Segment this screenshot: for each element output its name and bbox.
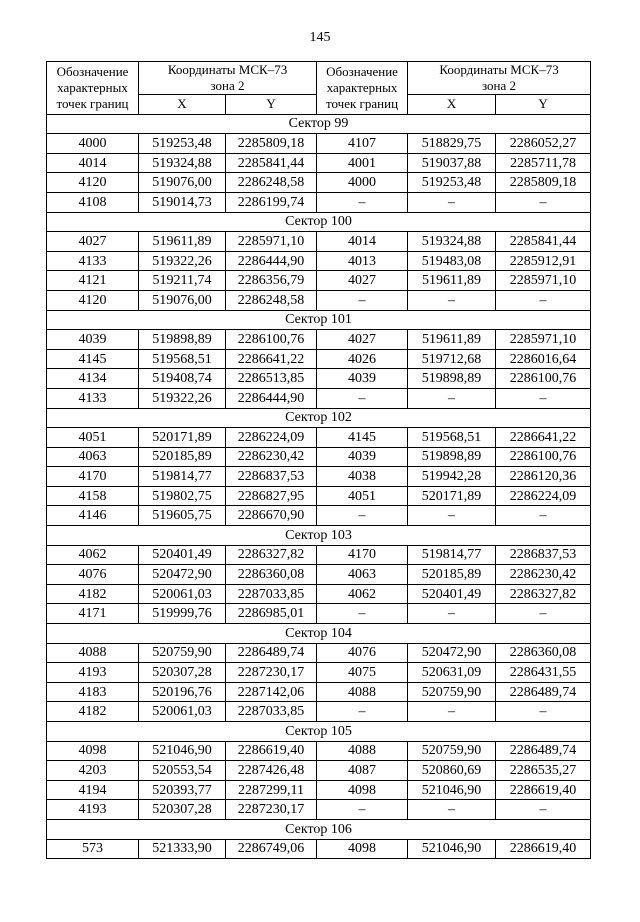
x-right-cell: 520631,09 [408, 663, 496, 683]
y-left-cell: 2286749,06 [226, 839, 317, 859]
x-left-cell: 521333,90 [139, 839, 226, 859]
point-left-cell: 4108 [47, 192, 139, 212]
point-right-cell: 4076 [317, 643, 408, 663]
point-left-cell: 4193 [47, 663, 139, 683]
y-left-cell: 2286199,74 [226, 192, 317, 212]
x-left-cell: 519898,89 [139, 330, 226, 350]
point-right-cell: 4107 [317, 134, 408, 154]
table-header [47, 62, 591, 115]
x-right-cell: 520860,69 [408, 761, 496, 781]
x-right-cell: 519568,51 [408, 428, 496, 448]
sector-row [47, 408, 591, 428]
point-left-cell: 4194 [47, 780, 139, 800]
point-left-cell: 4133 [47, 388, 139, 408]
y-left-cell: 2287299,11 [226, 780, 317, 800]
point-left-cell: 573 [47, 839, 139, 859]
x-left-cell: 519324,88 [139, 153, 226, 173]
sector-title: Сектор 103 [47, 526, 591, 546]
y-left-cell: 2286248,58 [226, 290, 317, 310]
table-row [47, 604, 591, 624]
x-left-cell: 519605,75 [139, 506, 226, 526]
table-row [47, 486, 591, 506]
point-right-cell: 4026 [317, 349, 408, 369]
point-left-cell: 4120 [47, 290, 139, 310]
x-left-cell: 519408,74 [139, 369, 226, 389]
table-row [47, 643, 591, 663]
y-left-cell: 2287142,06 [226, 682, 317, 702]
point-left-cell: 4182 [47, 702, 139, 722]
sector-title: Сектор 106 [47, 819, 591, 839]
point-left-cell: 4193 [47, 800, 139, 820]
page-number: 145 [309, 30, 331, 45]
point-left-cell: 4146 [47, 506, 139, 526]
point-right-cell: 4098 [317, 780, 408, 800]
y-left-cell: 2286619,40 [226, 741, 317, 761]
x-left-cell: 519322,26 [139, 251, 226, 271]
y-right-cell: – [496, 290, 591, 310]
y-right-cell: 2286100,76 [496, 369, 591, 389]
sector-title: Сектор 101 [47, 310, 591, 330]
y-left-cell: 2286513,85 [226, 369, 317, 389]
point-right-cell: 4088 [317, 741, 408, 761]
x-header-right: X [408, 95, 496, 115]
x-right-cell: 520171,89 [408, 486, 496, 506]
y-right-cell: 2286120,36 [496, 467, 591, 487]
y-header-left: Y [226, 95, 317, 115]
point-right-cell: – [317, 192, 408, 212]
sector-row [47, 114, 591, 134]
point-right-cell: 4051 [317, 486, 408, 506]
y-left-cell: 2286100,76 [226, 330, 317, 350]
y-left-cell: 2287426,48 [226, 761, 317, 781]
point-left-cell: 4203 [47, 761, 139, 781]
point-left-cell: 4133 [47, 251, 139, 271]
x-left-cell: 519076,00 [139, 173, 226, 193]
x-right-cell: – [408, 702, 496, 722]
y-left-cell: 2286444,90 [226, 251, 317, 271]
point-left-cell: 4051 [47, 428, 139, 448]
table-row [47, 173, 591, 193]
x-right-cell: 520185,89 [408, 565, 496, 585]
table-row [47, 702, 591, 722]
x-right-cell: 521046,90 [408, 780, 496, 800]
x-right-cell: 520401,49 [408, 584, 496, 604]
x-right-cell: 519712,68 [408, 349, 496, 369]
coords-header-right: Координаты МСК–73 зона 2 [408, 62, 591, 95]
point-right-cell: 4098 [317, 839, 408, 859]
x-right-cell: – [408, 290, 496, 310]
x-right-cell: – [408, 388, 496, 408]
y-left-cell: 2286356,79 [226, 271, 317, 291]
x-left-cell: 519814,77 [139, 467, 226, 487]
sector-row [47, 819, 591, 839]
x-left-cell: 520307,28 [139, 663, 226, 683]
y-left-cell: 2286985,01 [226, 604, 317, 624]
point-left-cell: 4158 [47, 486, 139, 506]
table-row [47, 349, 591, 369]
x-right-cell: 519483,08 [408, 251, 496, 271]
y-right-cell: 2286619,40 [496, 780, 591, 800]
y-right-cell: – [496, 192, 591, 212]
table-row [47, 447, 591, 467]
y-left-cell: 2286641,22 [226, 349, 317, 369]
sector-title: Сектор 102 [47, 408, 591, 428]
y-left-cell: 2287033,85 [226, 702, 317, 722]
x-left-cell: 520061,03 [139, 584, 226, 604]
y-right-cell: 2285971,10 [496, 271, 591, 291]
y-left-cell: 2285809,18 [226, 134, 317, 154]
x-left-cell: 520061,03 [139, 702, 226, 722]
sector-title: Сектор 105 [47, 722, 591, 742]
x-left-cell: 519076,00 [139, 290, 226, 310]
x-right-cell: 519814,77 [408, 545, 496, 565]
table-row [47, 780, 591, 800]
x-right-cell: 520472,90 [408, 643, 496, 663]
x-left-cell: 519802,75 [139, 486, 226, 506]
point-right-cell: – [317, 290, 408, 310]
y-left-cell: 2286327,82 [226, 545, 317, 565]
point-left-cell: 4183 [47, 682, 139, 702]
x-left-cell: 521046,90 [139, 741, 226, 761]
table-row [47, 506, 591, 526]
x-left-cell: 519253,48 [139, 134, 226, 154]
x-header-left: X [139, 95, 226, 115]
table-row [47, 290, 591, 310]
x-right-cell: 519898,89 [408, 447, 496, 467]
y-left-cell: 2285971,10 [226, 232, 317, 252]
x-left-cell: 519014,73 [139, 192, 226, 212]
point-right-cell: 4038 [317, 467, 408, 487]
y-left-cell: 2286837,53 [226, 467, 317, 487]
point-left-cell: 4063 [47, 447, 139, 467]
table-body [47, 114, 591, 859]
x-right-cell: 519037,88 [408, 153, 496, 173]
x-right-cell: 519942,28 [408, 467, 496, 487]
point-right-cell: – [317, 506, 408, 526]
y-right-cell: 2286431,55 [496, 663, 591, 683]
x-left-cell: 520401,49 [139, 545, 226, 565]
point-left-cell: 4039 [47, 330, 139, 350]
point-left-cell: 4170 [47, 467, 139, 487]
x-right-cell: 518829,75 [408, 134, 496, 154]
table-row [47, 369, 591, 389]
point-right-cell: 4027 [317, 330, 408, 350]
x-right-cell: 520759,90 [408, 682, 496, 702]
x-right-cell: 519898,89 [408, 369, 496, 389]
point-left-cell: 4145 [47, 349, 139, 369]
point-right-cell: 4170 [317, 545, 408, 565]
table-row [47, 134, 591, 154]
y-right-cell: – [496, 388, 591, 408]
table-row [47, 192, 591, 212]
point-right-cell: 4063 [317, 565, 408, 585]
y-right-cell: 2286535,27 [496, 761, 591, 781]
y-left-cell: 2286489,74 [226, 643, 317, 663]
x-left-cell: 520553,54 [139, 761, 226, 781]
table-row [47, 467, 591, 487]
point-right-cell: 4027 [317, 271, 408, 291]
point-left-cell: 4014 [47, 153, 139, 173]
point-right-cell: 4075 [317, 663, 408, 683]
point-right-cell: 4088 [317, 682, 408, 702]
designation-header-right: Обозначение характерных точек границ [317, 62, 408, 115]
y-right-cell: 2286230,42 [496, 565, 591, 585]
x-right-cell: – [408, 506, 496, 526]
x-left-cell: 519999,76 [139, 604, 226, 624]
table-row [47, 153, 591, 173]
point-left-cell: 4120 [47, 173, 139, 193]
point-right-cell: 4014 [317, 232, 408, 252]
table-row [47, 388, 591, 408]
y-left-cell: 2286224,09 [226, 428, 317, 448]
y-right-cell: 2286360,08 [496, 643, 591, 663]
y-right-cell: 2285711,78 [496, 153, 591, 173]
y-right-cell: 2286327,82 [496, 584, 591, 604]
table-row [47, 839, 591, 859]
point-right-cell: – [317, 604, 408, 624]
x-right-cell: 519324,88 [408, 232, 496, 252]
x-right-cell: 519611,89 [408, 330, 496, 350]
y-right-cell: 2285971,10 [496, 330, 591, 350]
y-right-cell: 2285841,44 [496, 232, 591, 252]
table-row [47, 741, 591, 761]
table-row [47, 232, 591, 252]
x-left-cell: 519322,26 [139, 388, 226, 408]
y-right-cell: 2286489,74 [496, 682, 591, 702]
point-left-cell: 4098 [47, 741, 139, 761]
y-right-cell: 2286016,64 [496, 349, 591, 369]
x-left-cell: 520759,90 [139, 643, 226, 663]
point-left-cell: 4027 [47, 232, 139, 252]
x-left-cell: 520472,90 [139, 565, 226, 585]
point-right-cell: 4062 [317, 584, 408, 604]
coords-header-left: Координаты МСК–73 зона 2 [139, 62, 317, 95]
point-right-cell: 4013 [317, 251, 408, 271]
y-right-cell: – [496, 604, 591, 624]
y-right-cell: 2286224,09 [496, 486, 591, 506]
table-row [47, 271, 591, 291]
designation-header-left: Обозначение характерных точек границ [47, 62, 139, 115]
x-right-cell: 520759,90 [408, 741, 496, 761]
x-left-cell: 520171,89 [139, 428, 226, 448]
sector-row [47, 212, 591, 232]
table-row [47, 663, 591, 683]
table-row [47, 682, 591, 702]
point-right-cell: 4087 [317, 761, 408, 781]
y-right-cell: 2286100,76 [496, 447, 591, 467]
coordinates-table [46, 61, 591, 859]
table-row [47, 545, 591, 565]
y-left-cell: 2286670,90 [226, 506, 317, 526]
x-left-cell: 519568,51 [139, 349, 226, 369]
point-left-cell: 4062 [47, 545, 139, 565]
point-left-cell: 4076 [47, 565, 139, 585]
y-left-cell: 2287033,85 [226, 584, 317, 604]
table-row [47, 565, 591, 585]
point-right-cell: – [317, 702, 408, 722]
sector-row [47, 624, 591, 644]
x-right-cell: – [408, 800, 496, 820]
sector-title: Сектор 104 [47, 624, 591, 644]
y-left-cell: 2286360,08 [226, 565, 317, 585]
y-right-cell: 2285912,91 [496, 251, 591, 271]
y-header-right: Y [496, 95, 591, 115]
table-row [47, 428, 591, 448]
point-left-cell: 4182 [47, 584, 139, 604]
x-left-cell: 520393,77 [139, 780, 226, 800]
table-row [47, 761, 591, 781]
table-row [47, 800, 591, 820]
point-left-cell: 4000 [47, 134, 139, 154]
y-left-cell: 2286827,95 [226, 486, 317, 506]
y-right-cell: 2286837,53 [496, 545, 591, 565]
y-right-cell: 2286052,27 [496, 134, 591, 154]
y-right-cell: 2286619,40 [496, 839, 591, 859]
y-left-cell: 2286248,58 [226, 173, 317, 193]
point-right-cell: 4001 [317, 153, 408, 173]
x-right-cell: 519611,89 [408, 271, 496, 291]
x-left-cell: 520307,28 [139, 800, 226, 820]
y-right-cell: 2286489,74 [496, 741, 591, 761]
sector-title: Сектор 100 [47, 212, 591, 232]
point-right-cell: – [317, 388, 408, 408]
point-left-cell: 4121 [47, 271, 139, 291]
y-right-cell: 2285809,18 [496, 173, 591, 193]
y-right-cell: – [496, 702, 591, 722]
point-left-cell: 4171 [47, 604, 139, 624]
x-right-cell: 519253,48 [408, 173, 496, 193]
sector-row [47, 310, 591, 330]
sector-row [47, 526, 591, 546]
x-left-cell: 519611,89 [139, 232, 226, 252]
y-left-cell: 2287230,17 [226, 800, 317, 820]
sector-title: Сектор 99 [47, 114, 591, 134]
table-row [47, 330, 591, 350]
point-left-cell: 4134 [47, 369, 139, 389]
x-right-cell: – [408, 604, 496, 624]
y-right-cell: – [496, 506, 591, 526]
y-right-cell: – [496, 800, 591, 820]
point-right-cell: 4039 [317, 369, 408, 389]
y-right-cell: 2286641,22 [496, 428, 591, 448]
x-left-cell: 520196,76 [139, 682, 226, 702]
point-right-cell: 4145 [317, 428, 408, 448]
table-row [47, 251, 591, 271]
y-left-cell: 2287230,17 [226, 663, 317, 683]
point-left-cell: 4088 [47, 643, 139, 663]
x-left-cell: 519211,74 [139, 271, 226, 291]
point-right-cell: 4039 [317, 447, 408, 467]
y-left-cell: 2286230,42 [226, 447, 317, 467]
x-right-cell: 521046,90 [408, 839, 496, 859]
sector-row [47, 722, 591, 742]
x-left-cell: 520185,89 [139, 447, 226, 467]
point-right-cell: – [317, 800, 408, 820]
x-right-cell: – [408, 192, 496, 212]
point-right-cell: 4000 [317, 173, 408, 193]
y-left-cell: 2285841,44 [226, 153, 317, 173]
table-row [47, 584, 591, 604]
y-left-cell: 2286444,90 [226, 388, 317, 408]
